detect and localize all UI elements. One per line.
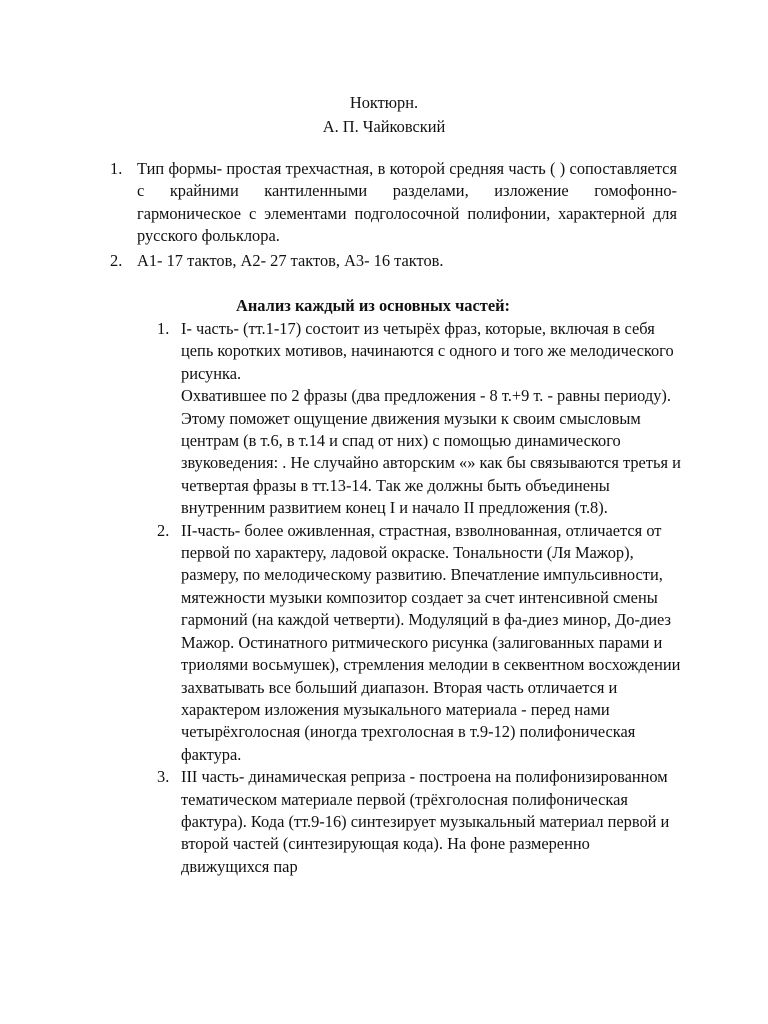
list-item-number: 2. <box>157 520 170 540</box>
paragraph: II-часть- более оживленная, страстная, взволнованная, отличается от первой по характеру, ладовой окраске. Тональности (Ля Мажор), размеру, по мелодическому развитию. Впечатление импульсивности, мятежности музыки композитор создает за счет интенсивной смены гармоний (на каждой четверти). Модуляций в фа-диез минор, До-диез Мажор. Остинатного ритмического рисунка (залигованных парами и триолями восьмушек), стремления мелодии в секвентном восхождении захватывать все больший диапазон. Вторая часть отличается и характером изложения музыкального материала - перед нами четырёхголосная (иногда трехголосная в т.9-12) полифоническая фактура. <box>181 520 681 764</box>
list-item-text: А1- 17 тактов, А2- 27 тактов, А3- 16 тактов. <box>137 250 444 270</box>
title-block <box>0 92 768 140</box>
section-heading: Анализ каждый из основных частей: <box>236 296 511 315</box>
list-item-number: 2. <box>110 250 123 270</box>
list-item <box>157 766 681 878</box>
list-item <box>110 250 677 272</box>
list-item <box>157 520 681 766</box>
list-item <box>110 158 677 248</box>
list-item-number: 3. <box>157 767 170 787</box>
list-item <box>157 318 681 520</box>
paragraph: Охватившее по 2 фразы (два предложения - 8 т.+9 т. - равны периоду). Этому поможет ощущение движения музыки к своим смысловым центрам (в т.6, в т.14 и спад от них) с помощью динамического звуковедения: . Не случайно авторским «» как бы связываются третья и четвертая фразы в тт.13-14. Так же должны быть объединены внутренним развитием конец I и начало II предложения (т.8). <box>181 386 681 518</box>
parts-analysis-list <box>0 318 768 878</box>
list-item-text: Тип формы- простая трехчастная, в которой средняя часть ( ) сопоставляется с крайними кантиленными разделами, изложение гомофонно- гармоническое с элементами подголосочной полифонии, характерной для русского фольклора. <box>137 159 677 246</box>
paragraph: I- часть- (тт.1-17) состоит из четырёх фраз, которые, включая в себя цепь коротких мотивов, начинаются с одного и того же мелодического рисунка. <box>181 319 674 383</box>
list-item-number: 1. <box>110 159 123 178</box>
paragraph: III часть- динамическая реприза - построена на полифонизированном тематическом материале первой (трёхголосная полифоническая фактура). Кода (тт.9-16) синтезирует музыкальный материал первой и второй частей (синтезирующая кода). На фоне размеренно движущихся пар <box>181 767 670 876</box>
document-author: А. П. Чайковский <box>322 117 446 136</box>
list-item-number: 1. <box>157 319 170 338</box>
overview-list <box>0 158 768 272</box>
document-title: Ноктюрн. <box>349 93 419 112</box>
